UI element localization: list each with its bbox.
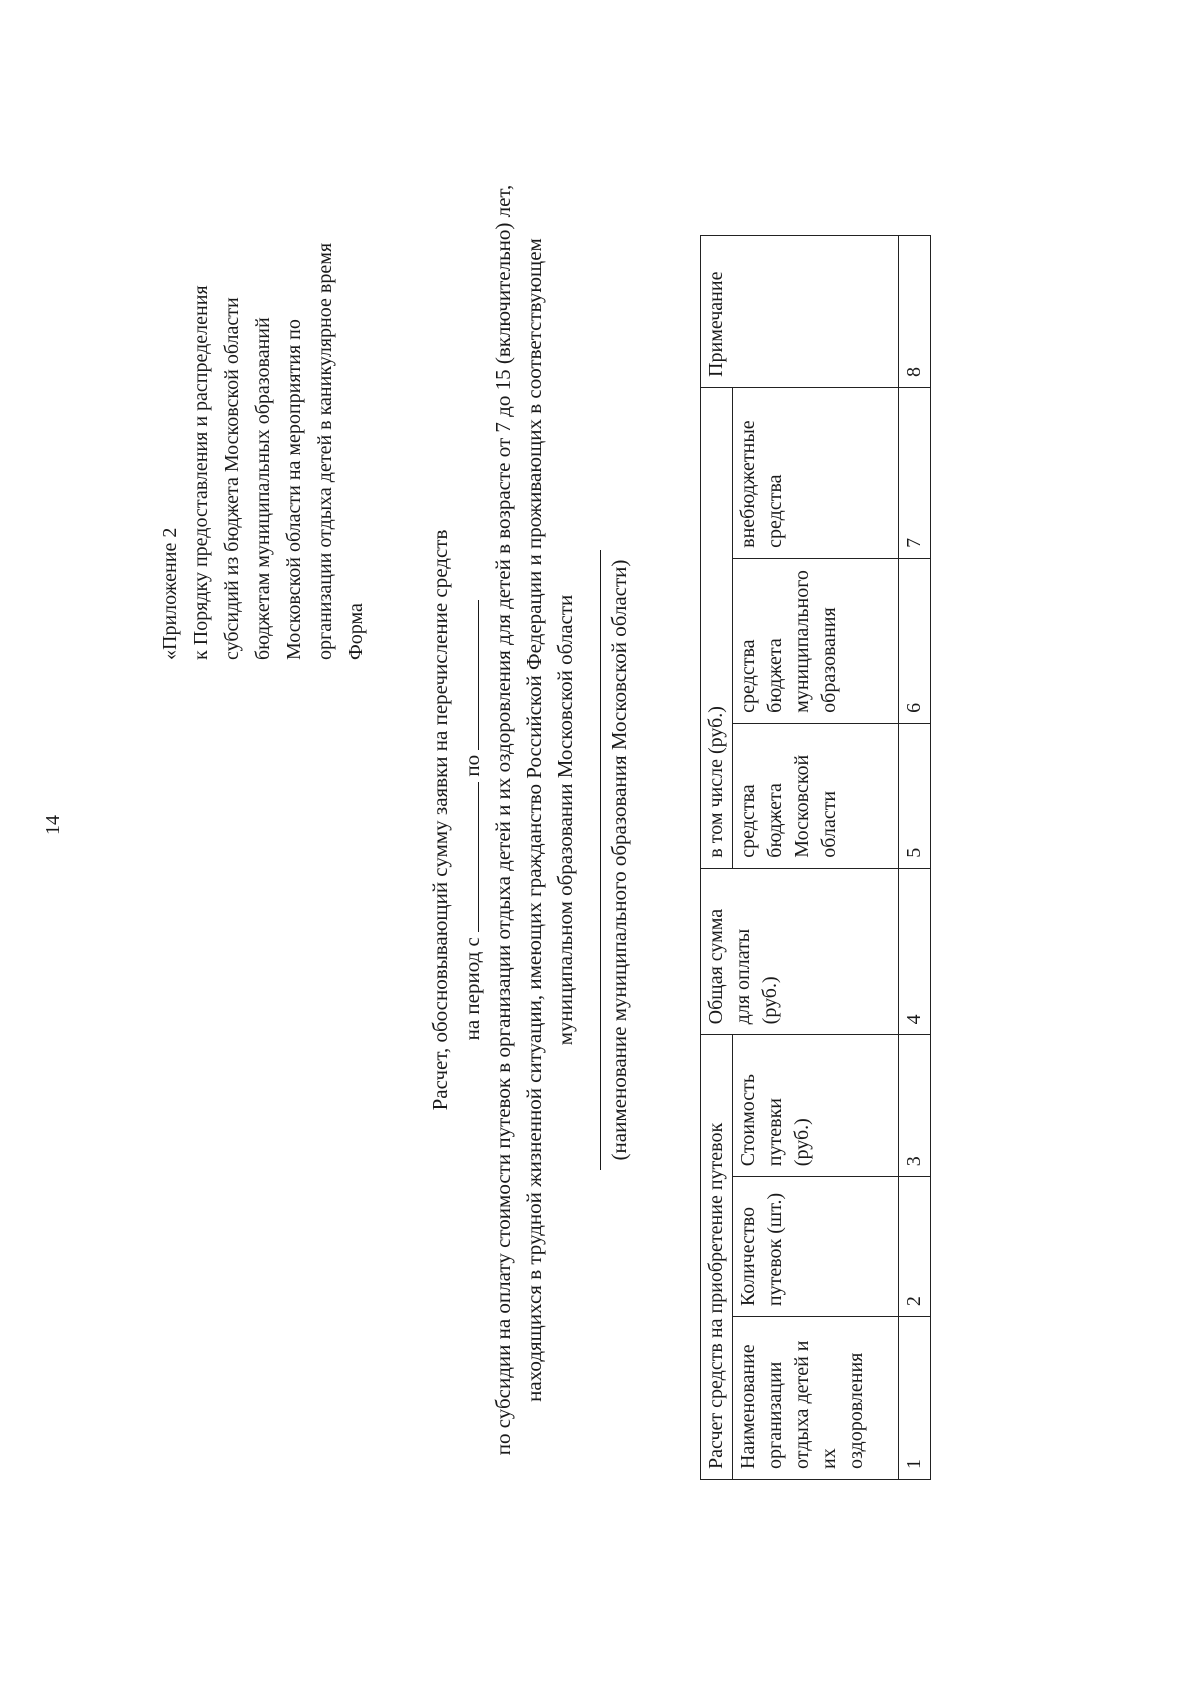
municipality-blank-line[interactable]: [600, 550, 601, 1170]
column-number: 4: [899, 868, 931, 1035]
period-start-blank[interactable]: [456, 782, 479, 932]
title-line-1: Расчет, обосновывающий сумму заявки на перечисление средств: [428, 529, 452, 1111]
appendix-line: бюджетам муниципальных образований: [252, 317, 274, 660]
header-including-group: в том числе (руб.): [701, 387, 733, 868]
column-number: 3: [899, 1035, 931, 1177]
table-header-row: [701, 236, 733, 1480]
appendix-line: организации отдыха детей в каникулярное время: [314, 242, 336, 660]
column-number: 2: [899, 1177, 931, 1317]
period-line: [456, 100, 488, 1540]
header-cost: Стоимость путевки (руб.): [733, 1035, 899, 1177]
column-number: 5: [899, 723, 931, 868]
column-number: 1: [899, 1317, 931, 1480]
title-line-3: по субсидии на оплату стоимости путевок в организации отдыха детей и их оздоровления для детей в возрасте от 7 до 15 (включительно) лет,: [491, 184, 515, 1456]
page-number: 14: [42, 815, 64, 835]
header-region-budget: средства бюджета Московской области: [733, 723, 899, 868]
period-end-blank[interactable]: [456, 600, 479, 750]
appendix-line: Московской области на мероприятия по: [283, 319, 305, 660]
header-extrabudgetary: внебюджетные средства: [733, 387, 899, 558]
appendix-line: субсидий из бюджета Московской области: [221, 297, 243, 660]
period-middle: по: [460, 754, 484, 777]
header-note: Примечание: [701, 236, 899, 388]
form-label: Форма: [345, 603, 367, 660]
table-number-row: [899, 236, 931, 1480]
title-line-5: муниципальном образовании Московской области: [553, 594, 577, 1046]
municipality-caption: (наименование муниципального образования Московской области): [607, 559, 631, 1161]
table-subheader-row: [733, 236, 899, 1480]
header-total: Общая сумма для оплаты (руб.): [701, 868, 899, 1035]
title-line-4: находящихся в трудной жизненной ситуации, имеющих гражданство Российской Федерации и проживающих в соответствующем: [522, 238, 546, 1402]
calculation-table: [700, 235, 931, 1480]
header-org: Наименование организации отдыха детей и их оздоровления: [733, 1317, 899, 1480]
form-landscape: [125, 100, 1065, 1540]
header-purchase-group: Расчет средств на приобретение путевок: [701, 1035, 733, 1480]
period-prefix: на период с: [460, 937, 484, 1041]
municipality-field: [600, 550, 632, 1170]
header-municipal-budget: средства бюджета муниципального образования: [733, 558, 899, 723]
appendix-line: «Приложение 2: [159, 527, 181, 660]
column-number: 8: [899, 236, 931, 388]
column-number: 6: [899, 558, 931, 723]
column-number: 7: [899, 387, 931, 558]
document-title: [425, 100, 581, 1540]
header-qty: Количество путевок (шт.): [733, 1177, 899, 1317]
appendix-line: к Порядку предоставления и распределения: [190, 285, 212, 660]
appendix-header: [155, 243, 341, 660]
